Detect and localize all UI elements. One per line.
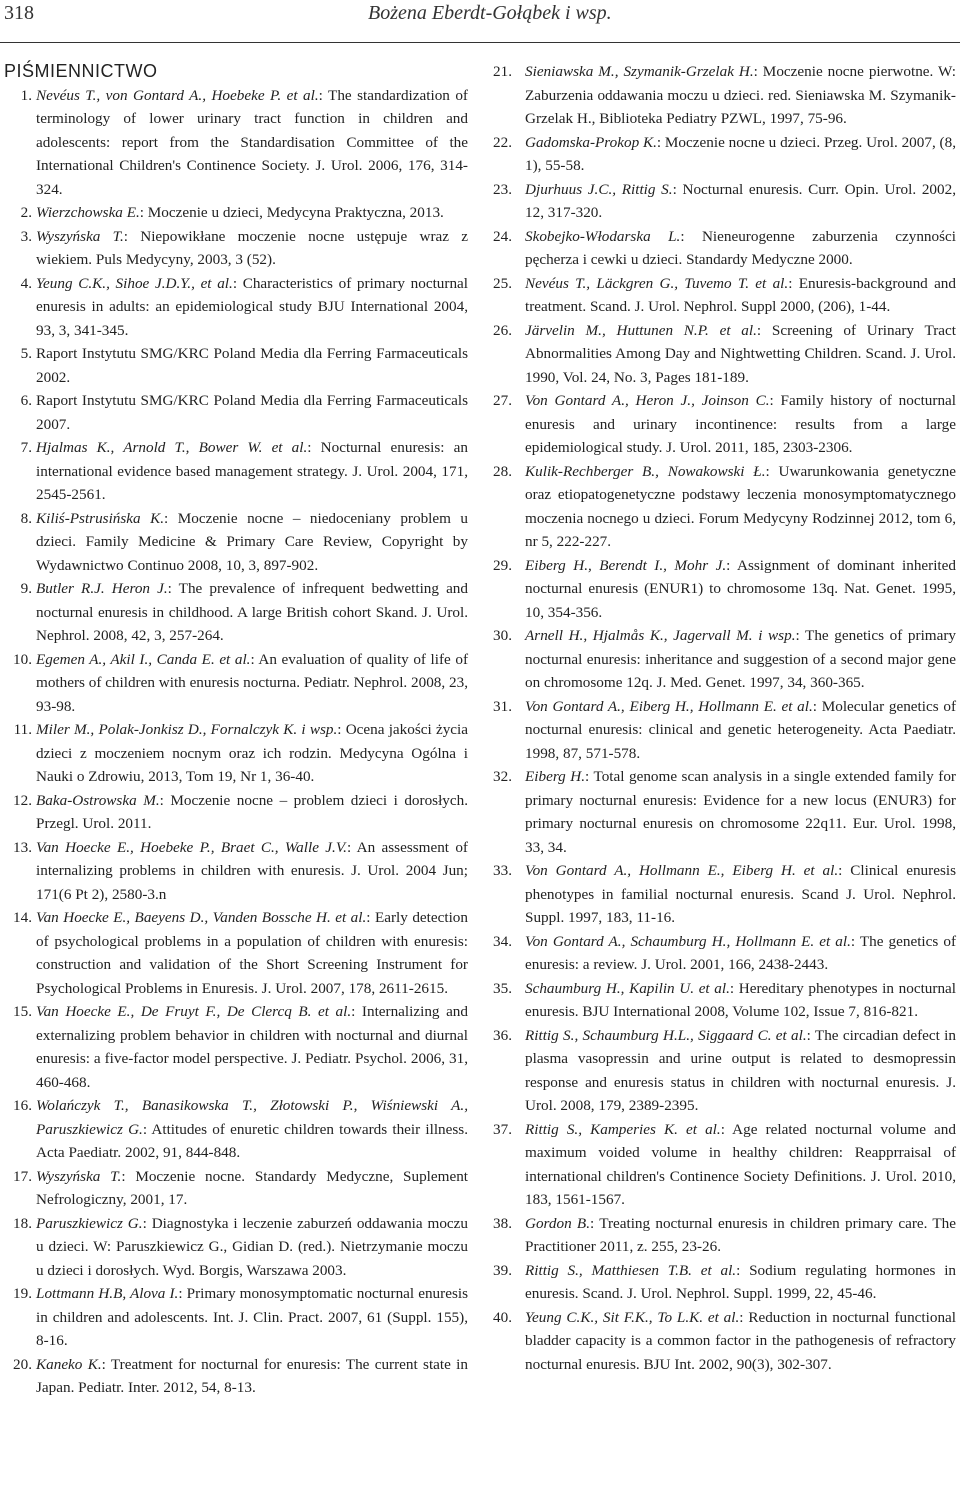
reference-text: : An evaluation of quality of life of mothers of children with enuresis nocturna. Pediatr. Nephrol. 2008, 23, 93-98. — [36, 650, 469, 715]
reference-number: 16. — [13, 1097, 32, 1114]
reference-text: : An assessment of internalizing problems in children with enuresis. J. Urol. 2004 Jun; 171(6 Pt 2), 2580-3.n — [36, 838, 468, 903]
reference-authors: Nevéus T., von Gontard A., Hoebeke P. et al. — [36, 86, 319, 104]
reference-number: 22. — [493, 133, 512, 151]
reference-item — [493, 272, 956, 319]
reference-authors: Kaneko K. — [36, 1355, 102, 1373]
reference-authors: Hjalmas K., Arnold T., Bower W. et al. — [36, 439, 308, 456]
reference-item — [493, 1118, 956, 1212]
reference-item — [4, 1282, 468, 1353]
left-column — [4, 60, 468, 1400]
reference-item — [4, 836, 468, 907]
reference-item — [4, 1353, 468, 1400]
reference-authors: Butler R.J. Heron J. — [36, 580, 168, 597]
reference-text: : Assignment of dominant inherited nocturnal enuresis (ENUR1) to chromosome 13q. Nat. Genet. 1995, 10, 354-356. — [525, 556, 956, 621]
reference-authors: Eiberg H., Berendt I., Mohr J. — [525, 556, 727, 574]
reference-authors: Rittig S., Matthiesen T.B. et al. — [525, 1261, 737, 1279]
reference-authors: Baka-Ostrowska M. — [36, 791, 160, 809]
header-rule — [0, 42, 960, 43]
reference-authors: Von Gontard A., Schaumburg H., Hollmann E. et al. — [525, 932, 851, 950]
reference-number: 2. — [20, 204, 32, 221]
reference-text: : Moczenie nocne u dzieci. Przeg. Urol. 2007, (8, 1), 55-58. — [525, 133, 957, 174]
reference-number: 3. — [20, 227, 32, 245]
reference-item — [493, 930, 956, 977]
page-header — [0, 0, 960, 30]
reference-number: 17. — [13, 1167, 32, 1185]
reference-item — [493, 624, 956, 695]
reference-authors: Egemen A., Akil I., Canda E. et al. — [36, 650, 251, 668]
section-title: PIŚMIENNICTWO — [4, 61, 158, 81]
reference-authors: Arnell H., Hjalmås K., Jagervall M. i wsp. — [525, 627, 796, 644]
reference-text: : Treatment for nocturnal for enuresis: The current state in Japan. Pediatr. Inter. 2012, 54, 8-13. — [36, 1355, 468, 1396]
reference-item — [493, 178, 956, 225]
reference-item — [4, 648, 468, 719]
reference-authors: Kulik-Rechberger B., Nowakowski Ł. — [525, 462, 766, 480]
reference-text: : Age related nocturnal volume and maximum voided volume in healthy children: Reapprraisal of international children's Continence Society Definitions. J. Urol. 2010, 183, 1561-1567. — [525, 1120, 956, 1208]
reference-text: : Diagnostyka i leczenie zaburzeń oddawania moczu u dzieci. W: Paruszkiewicz G., Gidian D. (red.). Nietrzymanie moczu u dzieci i dorosłych. Wyd. Borgis, Warszawa 2003. — [36, 1214, 469, 1279]
reference-item — [4, 507, 468, 578]
reference-item — [4, 389, 468, 436]
reference-authors: Järvelin M., Huttunen N.P. et al. — [525, 321, 757, 339]
reference-text: : Enuresis-background and treatment. Scand. J. Urol. Nephrol. Suppl 2000, (206), 1-44. — [525, 274, 956, 315]
reference-text: : Hereditary phenotypes in nocturnal enuresis. BJU International 2008, Volume 102, Issue 7, 816-821. — [525, 979, 956, 1020]
reference-text: : Primary monosymptomatic nocturnal enuresis in children and adolescents. Int. J. Clin. Pract. 2007, 61 (Suppl. 155), 8-16. — [36, 1285, 468, 1349]
reference-number: 24. — [493, 227, 512, 245]
reference-authors: Paruszkiewicz G. — [36, 1214, 143, 1232]
reference-number: 13. — [13, 838, 32, 856]
reference-authors: Wierzchowska E. — [36, 204, 140, 221]
reference-authors: Schaumburg H., Kapilin U. et al. — [525, 979, 730, 997]
reference-number: 29. — [493, 556, 512, 574]
reference-text: : Characteristics of primary nocturnal enuresis in adults: an epidemiological study BJU International 2004, 93, 3, 341-345. — [36, 274, 469, 339]
reference-text: : Clinical enuresis phenotypes in familial nocturnal enuresis. Scand J. Urol. Nephrol. Suppl. 1997, 183, 11-16. — [525, 862, 956, 926]
reference-number: 10. — [13, 650, 32, 668]
reference-number: 35. — [493, 979, 512, 997]
reference-number: 18. — [13, 1214, 32, 1232]
reference-authors: Wyszyńska T. — [36, 1167, 122, 1185]
reference-item — [4, 225, 468, 272]
reference-number: 23. — [493, 180, 512, 198]
reference-text: Raport Instytutu SMG/KRC Poland Media dla Ferring Farmaceuticals 2007. — [36, 392, 468, 433]
reference-number: 33. — [493, 862, 512, 879]
reference-number: 26. — [493, 321, 512, 339]
reference-number: 5. — [20, 345, 32, 362]
reference-text: : Molecular genetics of nocturnal enuresis: clinical and genetic heterogeneity. Acta Paediatr. 1998, 87, 571-578. — [525, 697, 957, 762]
reference-item — [4, 906, 468, 1000]
reference-number: 38. — [493, 1214, 512, 1232]
reference-item — [4, 577, 468, 648]
reference-authors: Skobejko-Włodarska L. — [525, 227, 681, 245]
reference-authors: Wyszyńska T. — [36, 227, 124, 245]
reference-authors: Van Hoecke E., Hoebeke P., Braet C., Walle J.V. — [36, 838, 347, 856]
reference-authors: Rittig S., Schaumburg H.L., Siggaard C. et al. — [525, 1026, 807, 1044]
reference-number: 34. — [493, 932, 512, 950]
reference-number: 21. — [493, 63, 512, 80]
reference-authors: Yeung C.K., Sihoe J.D.Y., et al. — [36, 274, 233, 292]
reference-text: : Ocena jakości życia dzieci z moczeniem nocnym oraz ich rodzin. Medycyna Ogólna i Nauki o Zdrowiu, 2013, Tom 19, Nr 1, 36-40. — [36, 721, 468, 785]
reference-item — [493, 765, 956, 859]
reference-item — [4, 1000, 468, 1094]
reference-text: : Moczenie nocne – niedoceniany problem u dzieci. Family Medicine & Primary Care Review, Copyright by Wydawnictwo Continuo 2008, 10, 3, 897-902. — [36, 509, 468, 574]
reference-text: : Nocturnal enuresis. Curr. Opin. Urol. 2002, 12, 317-320. — [525, 180, 956, 221]
reference-item — [493, 1306, 956, 1377]
reference-text: : Treating nocturnal enuresis in children primary care. The Practitioner 2011, z. 255, 23-26. — [525, 1214, 956, 1255]
reference-number: 4. — [20, 274, 32, 292]
reference-item — [493, 977, 956, 1024]
reference-text: : Family history of nocturnal enuresis and urinary incontinence: results from a large epidemiological study. J. Urol. 2011, 185, 2303-2306. — [525, 392, 956, 456]
reference-number: 39. — [493, 1261, 512, 1279]
reference-item — [4, 1165, 468, 1212]
running-title: Bożena Eberdt-Gołąbek i wsp. — [368, 2, 612, 24]
reference-number: 31. — [493, 697, 512, 715]
reference-item — [4, 272, 468, 343]
reference-item — [4, 718, 468, 789]
reference-text: : Niepowikłane moczenie nocne ustępuje wraz z wiekiem. Puls Medycyny, 2003, 3 (52). — [36, 227, 468, 268]
reference-number: 14. — [13, 909, 32, 926]
reference-number: 40. — [493, 1308, 512, 1326]
reference-authors: Wolańczyk T., Banasikowska T., Złotowski P., Wiśniewski A., Paruszkiewicz G. — [36, 1097, 468, 1138]
reference-list-left — [4, 84, 468, 1400]
reference-text: : The prevalence of infrequent bedwetting and nocturnal enuresis in childhood. A large British cohort Skand. J. Urol. Nephrol. 2008, 42, 3, 257-264. — [36, 580, 468, 644]
reference-item — [493, 460, 956, 554]
reference-number: 27. — [493, 392, 512, 409]
reference-item — [493, 319, 956, 390]
reference-text: : Total genome scan analysis in a single extended family for primary nocturnal enuresis: Evidence for a new locus (ENUR3) for primary nocturnal enuresis on chromosome 22q11. Eur. Urol. 1998, 33, 34. — [525, 768, 956, 856]
reference-authors: Miler M., Polak-Jonkisz D., Fornalczyk K. i wsp. — [36, 721, 338, 738]
reference-item — [4, 342, 468, 389]
reference-item — [493, 60, 956, 131]
reference-authors: Rittig S., Kamperies K. et al. — [525, 1120, 721, 1138]
reference-number: 20. — [13, 1355, 32, 1373]
reference-text: : Moczenie u dzieci, Medycyna Praktyczna, 2013. — [139, 204, 444, 221]
reference-authors: Lottmann H.B, Alova I. — [36, 1285, 179, 1302]
reference-text: : Uwarunkowania genetyczne oraz etiopatogenetyczne podstawy leczenia monosymptomatycznego moczenia nocnego u dzieci. Forum Medycyny Rodzinnej 2012, tom 6, nr 5, 222-227. — [525, 462, 956, 550]
reference-authors: Sieniawska M., Szymanik-Grzelak H. — [525, 63, 754, 80]
right-column — [493, 60, 956, 1376]
reference-authors: Von Gontard A., Eiberg H., Hollmann E. et al. — [525, 697, 813, 715]
reference-text: : Early detection of psychological problems in a population of children with enuresis: construction and validation of the Short Screening Instrument for Psychological Problems in Enuresis. J. Urol. 2007, 178, 2611-2615. — [36, 909, 468, 997]
reference-text: : Screening of Urinary Tract Abnormalities Among Day and Nightwetting Children. Scand. J. Urol. 1990, Vol. 24, No. 3, Pages 181-189. — [525, 321, 956, 386]
reference-list-right — [493, 60, 956, 1376]
reference-authors: Von Gontard A., Heron J., Joinson C. — [525, 392, 770, 409]
reference-authors: Van Hoecke E., De Fruyt F., De Clercq B. et al. — [36, 1003, 352, 1020]
reference-text: Raport Instytutu SMG/KRC Poland Media dla Ferring Farmaceuticals 2002. — [36, 345, 468, 386]
reference-text: : The standardization of terminology of lower urinary tract function in children and adolescents: report from the Standardisation Committee of the International Children's Continence Society. J. Urol. 2006, 176, 314-324. — [36, 86, 468, 198]
reference-authors: Gordon B. — [525, 1214, 591, 1232]
reference-text: : Moczenie nocne. Standardy Medyczne, Suplement Nefrologiczny, 2001, 17. — [36, 1167, 469, 1208]
reference-item — [493, 695, 956, 766]
reference-text: : Sodium regulating hormones in enuresis. Scand. J. Urol. Nephrol. Suppl. 1999, 22, 45-46. — [525, 1261, 957, 1302]
reference-number: 8. — [20, 509, 32, 527]
reference-number: 6. — [20, 392, 32, 409]
reference-authors: Eiberg H. — [525, 768, 586, 785]
reference-text: : Moczenie nocne pierwotne. W: Zaburzenia oddawania moczu u dzieci. red. Sieniawska M. Szymanik-Grzelak H., Biblioteka Pediatry PZWL, 1997, 75-96. — [525, 63, 956, 127]
reference-number: 15. — [13, 1003, 32, 1020]
reference-number: 30. — [493, 627, 512, 644]
reference-number: 9. — [20, 580, 32, 597]
reference-authors: Djurhuus J.C., Rittig S. — [525, 180, 673, 198]
reference-number: 25. — [493, 274, 512, 292]
reference-number: 19. — [13, 1285, 32, 1302]
reference-number: 12. — [13, 791, 32, 809]
reference-item — [4, 436, 468, 507]
reference-authors: Kiliś-Pstrusińska K. — [36, 509, 165, 527]
reference-item — [493, 389, 956, 460]
reference-item — [493, 131, 956, 178]
reference-number: 37. — [493, 1120, 512, 1138]
reference-authors: Nevéus T., Läckgren G., Tuvemo T. et al. — [525, 274, 789, 292]
reference-text: : The genetics of primary nocturnal enuresis: inheritance and suggestion of a second major gene on chromosome 12q. J. Med. Genet. 1997, 34, 360-365. — [525, 627, 957, 691]
reference-authors: Von Gontard A., Hollmann E., Eiberg H. et al. — [525, 862, 839, 879]
reference-item — [493, 554, 956, 625]
reference-number: 28. — [493, 462, 512, 480]
reference-item — [493, 1259, 956, 1306]
reference-text: : The circadian defect in plasma vasopressin and urine output is related to desmopressin response and enuresis status in children with nocturnal enuresis. J. Urol. 2008, 179, 2389-2395. — [525, 1026, 956, 1114]
reference-text: : Internalizing and externalizing problem behavior in children with nocturnal and diurnal enuresis: a five-factor model perspective. J. Pediatr. Psychol. 2006, 31, 460-468. — [36, 1003, 468, 1091]
reference-item — [4, 1094, 468, 1165]
reference-item — [493, 859, 956, 930]
reference-item — [493, 1212, 956, 1259]
reference-number: 11. — [13, 721, 32, 738]
reference-authors: Gadomska-Prokop K. — [525, 133, 657, 151]
reference-item — [4, 201, 468, 225]
reference-number: 32. — [493, 768, 512, 785]
reference-item — [493, 225, 956, 272]
reference-text: : Reduction in nocturnal functional bladder capacity is a common factor in the pathogenesis of refractory nocturnal enuresis. BJU Int. 2002, 90(3), 302-307. — [525, 1308, 957, 1373]
reference-item — [493, 1024, 956, 1118]
reference-text: : Nieneurogenne zaburzenia czynności pęcherza i cewki u dzieci. Standardy Medyczne 2000. — [525, 227, 956, 268]
page-number: 318 — [4, 2, 34, 24]
reference-text: : Nocturnal enuresis: an international evidence based management strategy. J. Urol. 2004, 171, 2545-2561. — [36, 439, 468, 503]
reference-text: : Moczenie nocne – problem dzieci i dorosłych. Przegl. Urol. 2011. — [36, 791, 469, 832]
reference-number: 1. — [20, 86, 32, 104]
reference-text: : Attitudes of enuretic children towards their illness. Acta Paediatr. 2002, 91, 844-848. — [36, 1120, 468, 1161]
reference-item — [4, 789, 468, 836]
reference-text: : The genetics of enuresis: a review. J. Urol. 2001, 166, 2438-2443. — [525, 932, 957, 973]
reference-authors: Van Hoecke E., Baeyens D., Vanden Bossche H. et al. — [36, 909, 367, 926]
reference-item — [4, 1212, 468, 1283]
reference-number: 7. — [20, 439, 32, 456]
reference-item — [4, 84, 468, 202]
reference-authors: Yeung C.K., Sit F.K., To L.K. et al. — [525, 1308, 740, 1326]
reference-number: 36. — [493, 1026, 512, 1044]
